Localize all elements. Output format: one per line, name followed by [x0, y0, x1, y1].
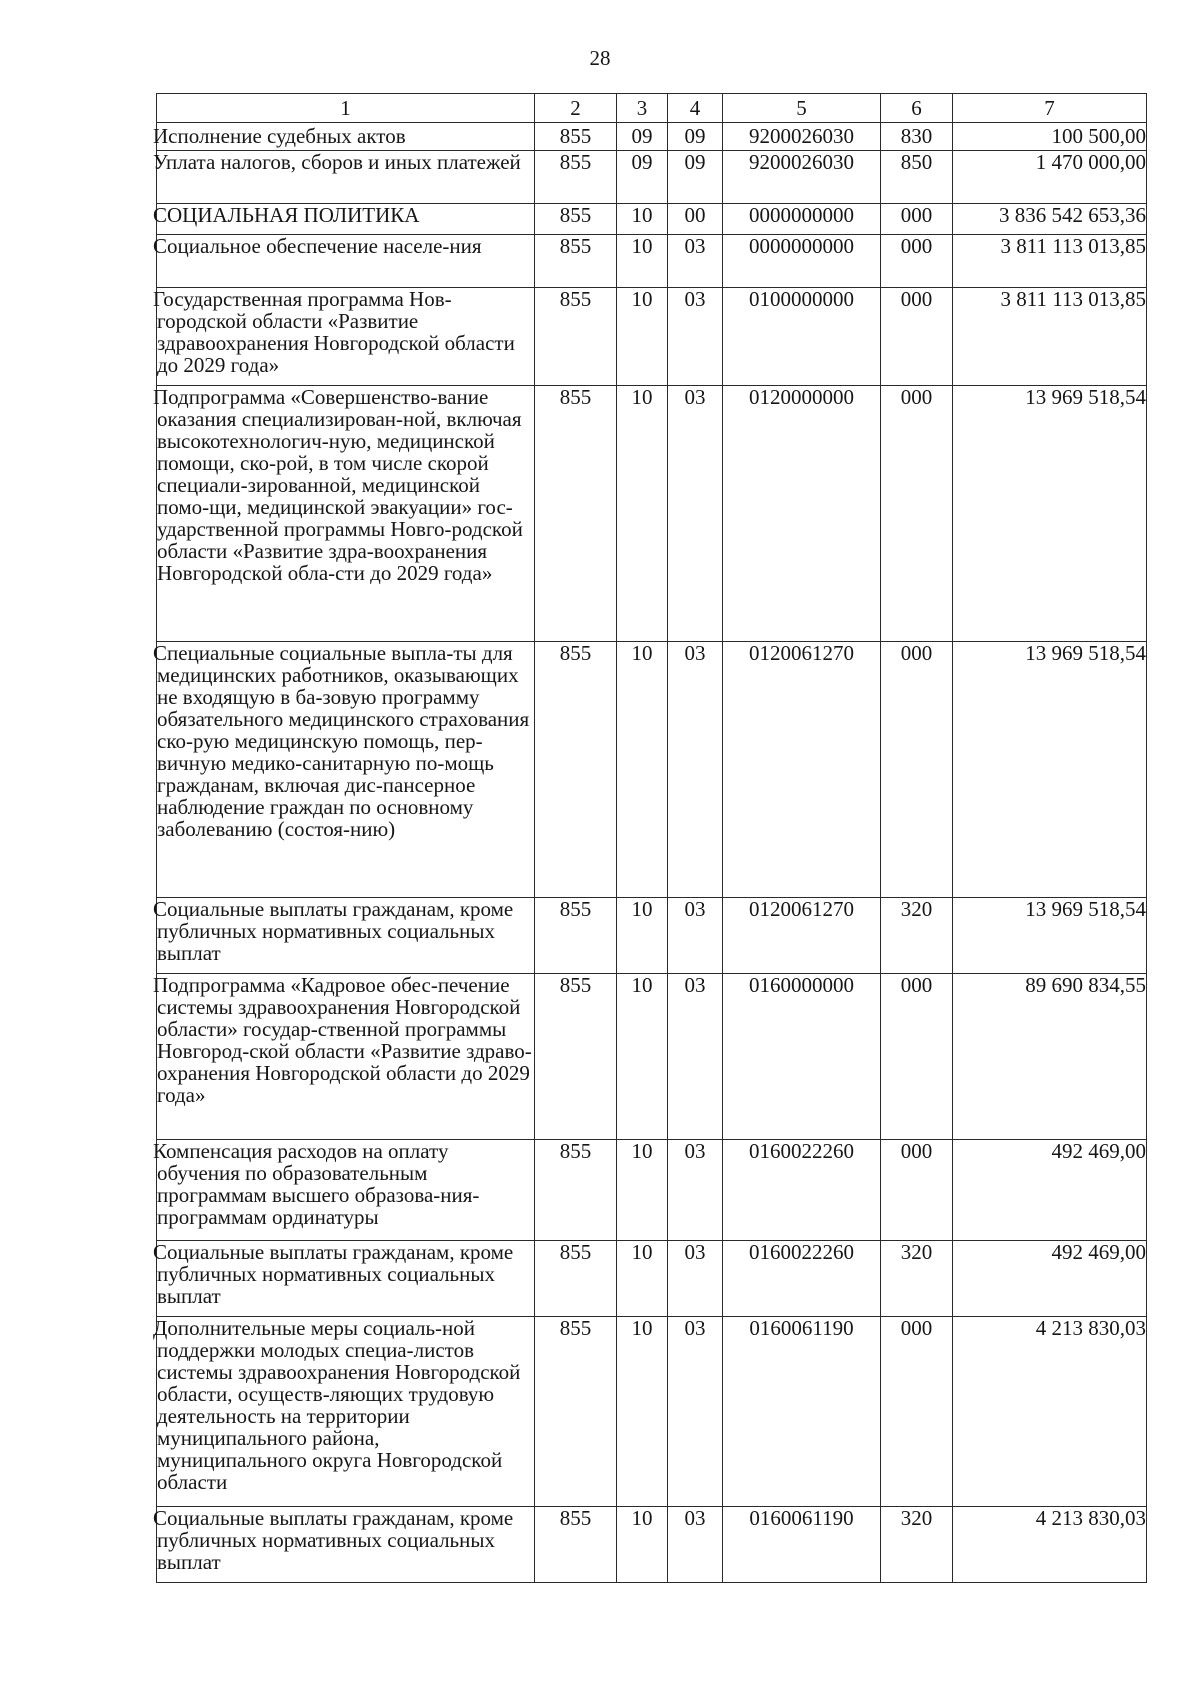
cell-csr: 0160061190: [723, 1317, 881, 1507]
cell-pr: 03: [668, 642, 723, 898]
table-header: [157, 94, 1147, 123]
cell-sum: 492 469,00: [953, 1241, 1147, 1317]
cell-csr: 0160061190: [723, 1507, 881, 1583]
cell-ved: 855: [535, 288, 617, 386]
cell-sum: 13 969 518,54: [953, 898, 1147, 974]
cell-vr: 000: [881, 386, 953, 642]
cell-sum: 13 969 518,54: [953, 642, 1147, 898]
cell-pr: 03: [668, 974, 723, 1140]
cell-name: Дополнительные меры социаль-ной поддержки молодых специа-листов системы здравоохранения Новгородской области, осуществ-ляющих трудовую деятельность на территории муниципального района, муниципального округа Новгородской области: [157, 1317, 535, 1507]
cell-csr: 0120061270: [723, 642, 881, 898]
cell-rz: 10: [617, 204, 668, 235]
cell-sum: 3 811 113 013,85: [953, 235, 1147, 288]
header-cell-ved: 2: [535, 94, 617, 123]
cell-ved: 855: [535, 1317, 617, 1507]
cell-pr: 00: [668, 204, 723, 235]
table-row: [157, 1317, 1147, 1507]
table-row: [157, 386, 1147, 642]
cell-sum: 492 469,00: [953, 1140, 1147, 1241]
cell-pr: 03: [668, 386, 723, 642]
cell-rz: 10: [617, 386, 668, 642]
cell-rz: 10: [617, 235, 668, 288]
table-row: [157, 1241, 1147, 1317]
cell-ved: 855: [535, 151, 617, 204]
cell-vr: 000: [881, 235, 953, 288]
cell-vr: 320: [881, 1241, 953, 1317]
cell-csr: 9200026030: [723, 123, 881, 151]
table-row: [157, 288, 1147, 386]
cell-name: Государственная программа Нов-городской области «Развитие здравоохранения Новгородской области до 2029 года»: [157, 288, 535, 386]
cell-ved: 855: [535, 1140, 617, 1241]
cell-vr: 000: [881, 1140, 953, 1241]
cell-pr: 03: [668, 235, 723, 288]
cell-rz: 10: [617, 974, 668, 1140]
cell-csr: 0100000000: [723, 288, 881, 386]
cell-ved: 855: [535, 386, 617, 642]
cell-name: Подпрограмма «Совершенство-вание оказания специализирован-ной, включая высокотехнологич-ную, медицинской помощи, ско-рой, в том числе скорой специали-зированной, медицинской помо-щи, медицинской эвакуации» гос-ударственной программы Новго-родской области «Развитие здра-воохранения Новгородской обла-сти до 2029 года»: [157, 386, 535, 642]
cell-pr: 03: [668, 1507, 723, 1583]
table-row: [157, 642, 1147, 898]
cell-vr: 000: [881, 642, 953, 898]
cell-csr: 0000000000: [723, 235, 881, 288]
cell-name: Компенсация расходов на оплату обучения по образовательным программам высшего образова-ния-программам ординатуры: [157, 1140, 535, 1241]
cell-rz: 10: [617, 898, 668, 974]
cell-vr: 830: [881, 123, 953, 151]
cell-rz: 10: [617, 1507, 668, 1583]
page-number: 28: [589, 46, 611, 70]
cell-vr: 850: [881, 151, 953, 204]
header-cell-sum: 7: [953, 94, 1147, 123]
cell-csr: 0120061270: [723, 898, 881, 974]
table-row: [157, 123, 1147, 151]
cell-ved: 855: [535, 642, 617, 898]
table-row: [157, 204, 1147, 235]
cell-ved: 855: [535, 123, 617, 151]
cell-name: Уплата налогов, сборов и иных платежей: [157, 151, 535, 204]
cell-rz: 09: [617, 151, 668, 204]
cell-pr: 03: [668, 1140, 723, 1241]
cell-pr: 09: [668, 123, 723, 151]
cell-csr: 0120000000: [723, 386, 881, 642]
header-cell-vr: 6: [881, 94, 953, 123]
cell-ved: 855: [535, 1507, 617, 1583]
cell-sum: 4 213 830,03: [953, 1507, 1147, 1583]
cell-name: Подпрограмма «Кадровое обес-печение системы здравоохранения Новгородской области» государ-ственной программы Новгород-ской области «Развитие здраво-охранения Новгородской области до 2029 года»: [157, 974, 535, 1140]
cell-sum: 100 500,00: [953, 123, 1147, 151]
table-row: [157, 898, 1147, 974]
cell-vr: 000: [881, 288, 953, 386]
cell-name: Социальное обеспечение населе-ния: [157, 235, 535, 288]
cell-name: Социальные выплаты гражданам, кроме публичных нормативных социальных выплат: [157, 1241, 535, 1317]
cell-pr: 03: [668, 1241, 723, 1317]
table-row: [157, 974, 1147, 1140]
cell-ved: 855: [535, 974, 617, 1140]
table-row: [157, 151, 1147, 204]
cell-vr: 000: [881, 974, 953, 1140]
cell-rz: 10: [617, 1317, 668, 1507]
cell-pr: 09: [668, 151, 723, 204]
cell-sum: 4 213 830,03: [953, 1317, 1147, 1507]
cell-name: СОЦИАЛЬНАЯ ПОЛИТИКА: [157, 204, 535, 235]
cell-name: Специальные социальные выпла-ты для медицинских работников, оказывающих не входящую в ба-зовую программу обязательного медицинского страхования ско-рую медицинскую помощь, пер-вичную медико-санитарную по-мощь гражданам, включая дис-пансерное наблюдение граждан по основному заболеванию (состоя-нию): [157, 642, 535, 898]
cell-pr: 03: [668, 288, 723, 386]
table-body: [153, 123, 1147, 1583]
cell-vr: 000: [881, 1317, 953, 1507]
table-row: [157, 235, 1147, 288]
cell-name: Социальные выплаты гражданам, кроме публичных нормативных социальных выплат: [157, 1507, 535, 1583]
budget-table: [153, 93, 1147, 1583]
table-row: [157, 1140, 1147, 1241]
cell-rz: 09: [617, 123, 668, 151]
cell-sum: 1 470 000,00: [953, 151, 1147, 204]
cell-ved: 855: [535, 235, 617, 288]
cell-sum: 89 690 834,55: [953, 974, 1147, 1140]
cell-sum: 3 836 542 653,36: [953, 204, 1147, 235]
cell-csr: 0160000000: [723, 974, 881, 1140]
cell-csr: 0000000000: [723, 204, 881, 235]
cell-name: Исполнение судебных актов: [157, 123, 535, 151]
cell-rz: 10: [617, 1241, 668, 1317]
cell-name: Социальные выплаты гражданам, кроме публичных нормативных социальных выплат: [157, 898, 535, 974]
cell-rz: 10: [617, 288, 668, 386]
cell-csr: 0160022260: [723, 1241, 881, 1317]
header-cell-name: 1: [157, 94, 535, 123]
header-cell-pr: 4: [668, 94, 723, 123]
cell-csr: 0160022260: [723, 1140, 881, 1241]
cell-sum: 13 969 518,54: [953, 386, 1147, 642]
cell-vr: 320: [881, 1507, 953, 1583]
cell-rz: 10: [617, 642, 668, 898]
cell-csr: 9200026030: [723, 151, 881, 204]
cell-sum: 3 811 113 013,85: [953, 288, 1147, 386]
cell-ved: 855: [535, 204, 617, 235]
header-row: [157, 94, 1147, 123]
cell-rz: 10: [617, 1140, 668, 1241]
cell-ved: 855: [535, 1241, 617, 1317]
table-row: [157, 1507, 1147, 1583]
cell-pr: 03: [668, 898, 723, 974]
cell-vr: 320: [881, 898, 953, 974]
header-cell-csr: 5: [723, 94, 881, 123]
cell-pr: 03: [668, 1317, 723, 1507]
cell-ved: 855: [535, 898, 617, 974]
cell-vr: 000: [881, 204, 953, 235]
header-cell-rz: 3: [617, 94, 668, 123]
